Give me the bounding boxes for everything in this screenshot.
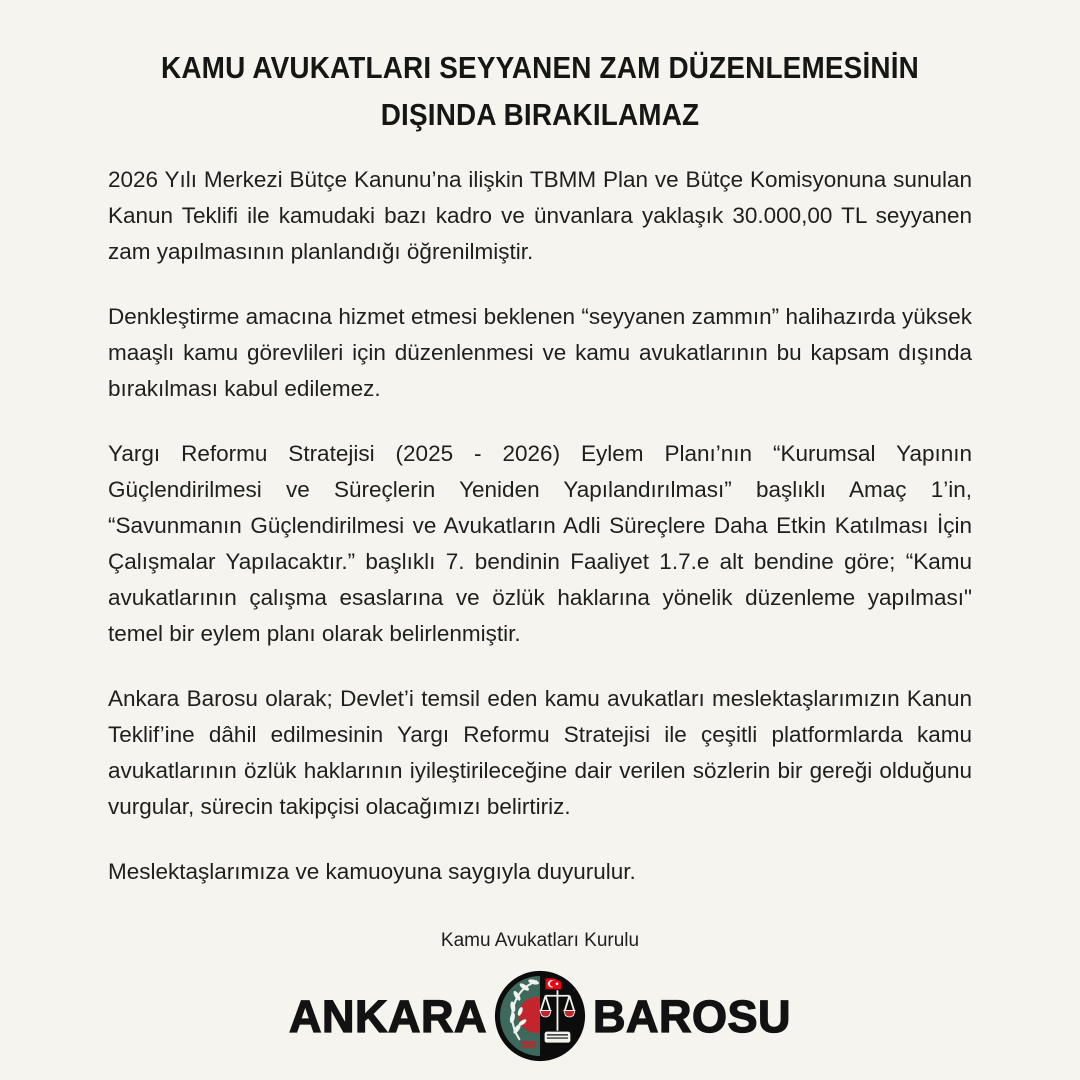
paragraph-1: 2026 Yılı Merkezi Bütçe Kanunu’na ilişkin TBMM Plan ve Bütçe Komisyonuna sunulan Kanun Teklifi ile kamudaki bazı kadro ve ünvanlara yaklaşık 30.000,00 TL seyyanen zam yapılmasının planlandığı öğrenilmiştir. [108,167,972,264]
ankara-barosu-emblem-icon [494,970,586,1062]
paragraph-4: Ankara Barosu olarak; Devlet’i temsil eden kamu avukatları meslektaşlarımızın Kanun Teklif’ine dâhil edilmesinin Yargı Reformu Stratejisi ile çeşitli platformlarda kamu avukatlarının özlük haklarının iyileştirileceğine dair verilen sözlerin bir gereği olduğunu vurgular, sürecin takipçisi olacağımızı belirtiriz. [108,686,972,819]
page-title: KAMU AVUKATLARI SEYYANEN ZAM DÜZENLEMESİNİN DIŞINDA BIRAKILAMAZ [161,50,919,132]
book-icon [545,1032,571,1043]
announcement-body [108,162,972,890]
ankara-barosu-logo [108,970,972,1062]
logo-text-barosu: BAROSU [592,990,791,1042]
closing-line: Meslektaşlarımıza ve kamuoyuna saygıyla duyurulur. [108,859,636,884]
signature-line: Kamu Avukatları Kurulu [440,930,640,951]
paragraph-3: Yargı Reformu Stratejisi (2025 - 2026) Eylem Planı’nın “Kurumsal Yapının Güçlendirilmesi ve Süreçlerin Yeniden Yapılandırılması” başlıklı Amaç 1’in, “Savunmanın Güçlendirilmesi ve Avukatların Adli Süreçlere Daha Etkin Katılması İçin Çalışmalar Yapılacaktır.” başlıklı 7. bendinin Faaliyet 1.7.e alt bendine göre; “Kamu avukatlarının çalışma esaslarına ve özlük haklarına yönelik düzenleme yapılması" temel bir eylem planı olarak belirlenmiştir. [108,441,972,646]
paragraph-2: Denkleştirme amacına hizmet etmesi beklenen “seyyanen zammın” halihazırda yüksek maaşlı kamu görevlileri için düzenlenmesi ve kamu avukatlarının bu kapsam dışında bırakılması kabul edilemez. [108,304,972,401]
logo-text-ankara: ANKARA [288,990,487,1042]
